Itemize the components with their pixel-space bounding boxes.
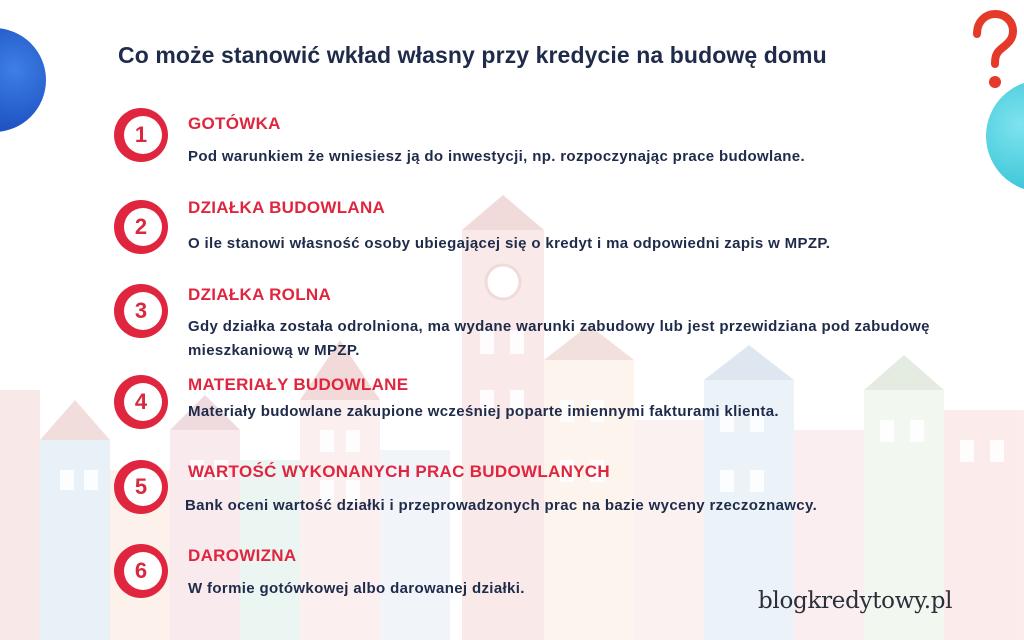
item-heading: MATERIAŁY BUDOWLANE [188, 375, 409, 394]
badge-number: 2 [134, 214, 148, 239]
question-mark-icon [968, 10, 1018, 94]
item-description: Pod warunkiem że wniesiesz ją do inwestycji, np. rozpoczynając prace budowlane. [188, 148, 805, 165]
item-heading: GOTÓWKA [188, 114, 281, 133]
item-heading: DZIAŁKA BUDOWLANA [188, 198, 386, 217]
page-title: Co może stanowić wkład własny przy kredycie na budowę domu [118, 42, 827, 68]
number-badge [112, 282, 170, 340]
number-badge [112, 373, 170, 431]
number-badge [112, 198, 170, 256]
item-heading: DAROWIZNA [188, 546, 297, 565]
item-description: Bank oceni wartość działki i przeprowadzonych prac na bazie wyceny rzeczoznawcy. [185, 497, 818, 514]
item-heading: DZIAŁKA ROLNA [188, 285, 332, 304]
number-badge [112, 458, 170, 516]
number-badge [112, 542, 170, 600]
badge-number: 1 [134, 122, 148, 147]
badge-number: 4 [134, 389, 148, 414]
item-description: W formie gotówkowej albo darowanej działki. [188, 580, 525, 597]
item-heading: WARTOŚĆ WYKONANYCH PRAC BUDOWLANYCH [188, 462, 610, 481]
item-description: Materiały budowlane zakupione wcześniej poparte imiennymi fakturami klienta. [188, 403, 779, 420]
item-description: Gdy działka została odrolniona, ma wydane warunki zabudowy lub jest przewidziana pod zabudowę mieszkaniową w MPZP. [188, 318, 930, 359]
badge-number: 5 [134, 474, 148, 499]
item-description: O ile stanowi własność osoby ubiegającej się o kredyt i ma odpowiedni zapis w MPZP. [188, 235, 831, 252]
badge-number: 3 [134, 298, 148, 323]
badge-number: 6 [134, 558, 148, 583]
brand-logo: blogkredytowy.pl [758, 588, 953, 614]
number-badge [112, 106, 170, 164]
